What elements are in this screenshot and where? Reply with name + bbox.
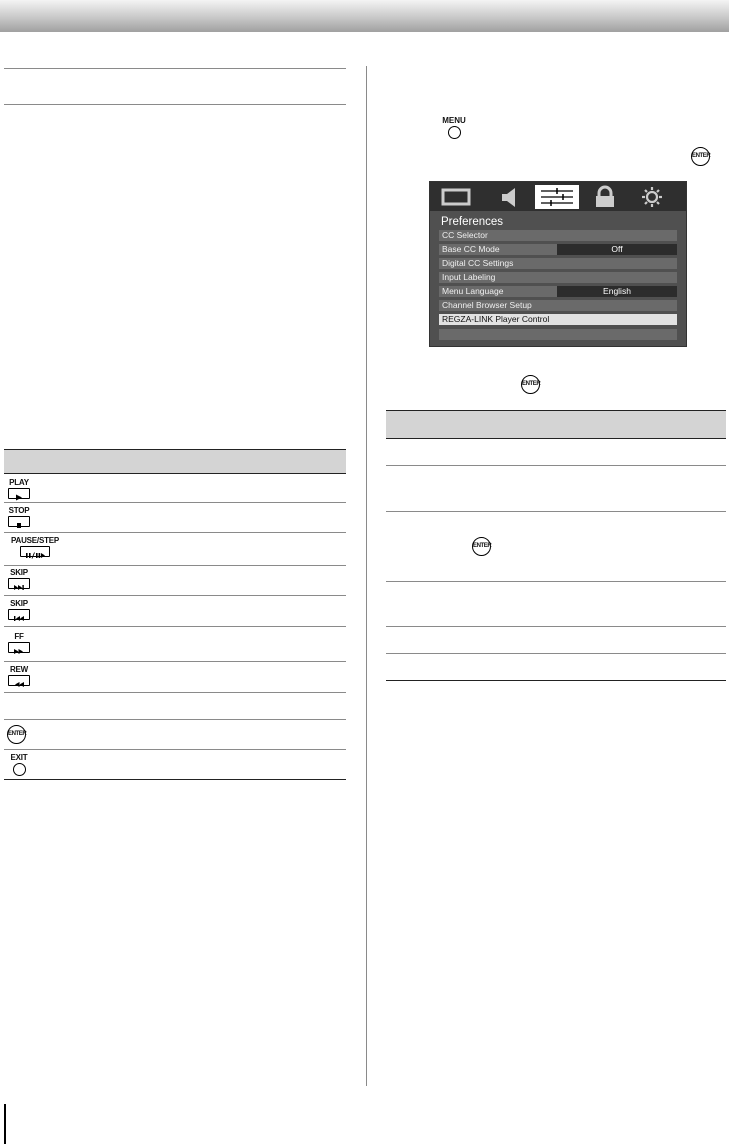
row-rule — [4, 661, 346, 662]
menu-item-value: English — [557, 286, 677, 297]
row-rule — [386, 511, 726, 512]
row-rule — [4, 502, 346, 503]
menu-item-label: CC Selector — [442, 230, 488, 240]
menu-item-label: Digital CC Settings — [442, 258, 514, 268]
row-rule — [4, 532, 346, 533]
menu-item-label: Channel Browser Setup — [442, 300, 532, 310]
table-row — [6, 568, 32, 589]
setup-gear-icon — [630, 185, 674, 209]
enter-button-icon: ENTER — [691, 147, 710, 166]
table-header-rule — [4, 473, 346, 474]
header-band — [0, 0, 729, 32]
table-header — [4, 450, 346, 473]
play-key-label: PLAY — [9, 478, 29, 487]
row-rule — [4, 565, 346, 566]
table-row — [6, 632, 32, 653]
section-rule-top — [4, 68, 346, 69]
table-row — [6, 665, 32, 686]
play-icon — [8, 488, 30, 499]
menu-item-label: Input Labeling — [442, 272, 496, 282]
picture-icon — [434, 185, 478, 209]
row-rule — [4, 626, 346, 627]
sound-icon — [487, 185, 531, 209]
row-rule — [386, 626, 726, 627]
row-rule — [386, 465, 726, 466]
menu-item-label: REGZA-LINK Player Control — [442, 314, 550, 324]
exit-button-icon — [13, 763, 26, 776]
table-row — [6, 506, 32, 527]
row-rule — [4, 719, 346, 720]
column-divider — [366, 66, 367, 1086]
row-rule — [386, 581, 726, 582]
table-bottom-rule — [4, 779, 346, 780]
menu-item-channel-browser-setup — [439, 300, 677, 311]
table-row — [6, 478, 32, 499]
table-header-rule — [386, 438, 726, 439]
enter-button-icon: ENTER — [521, 375, 540, 394]
skip-back-key-label: SKIP — [10, 599, 28, 608]
menu-item-empty — [439, 329, 677, 340]
skip-forward-key-label: SKIP — [10, 568, 28, 577]
skip-back-icon — [8, 609, 30, 620]
ff-key-label: FF — [14, 632, 24, 641]
menu-button-label: MENU — [442, 116, 466, 125]
row-rule — [4, 595, 346, 596]
enter-button-icon: ENTER — [7, 725, 26, 744]
row-rule — [4, 749, 346, 750]
pause-step-key-label: PAUSE/STEP — [10, 536, 60, 545]
footer-mark — [4, 1104, 6, 1144]
row-rule — [4, 692, 346, 693]
menu-item-menu-language — [439, 286, 677, 297]
menu-button-icon — [448, 126, 461, 139]
pause-step-icon — [20, 546, 50, 557]
skip-forward-icon — [8, 578, 30, 589]
menu-item-value: Off — [557, 244, 677, 255]
menu-tab-bar — [430, 182, 686, 211]
rewind-icon — [8, 675, 30, 686]
section-rule-bottom — [4, 104, 346, 105]
menu-item-regza-link-player-control — [439, 314, 677, 325]
menu-title: Preferences — [441, 216, 504, 228]
stop-icon — [8, 516, 30, 527]
rew-key-label: REW — [9, 665, 29, 674]
menu-item-label: Menu Language — [442, 286, 504, 296]
table-header — [386, 411, 726, 438]
menu-item-input-labeling — [439, 272, 677, 283]
fast-forward-icon — [8, 642, 30, 653]
table-row — [4, 536, 66, 557]
table-row — [6, 753, 32, 776]
menu-item-base-cc-mode — [439, 244, 677, 255]
lock-icon — [583, 185, 627, 209]
menu-button — [440, 116, 468, 139]
row-rule — [386, 653, 726, 654]
preferences-icon — [535, 185, 579, 209]
menu-item-cc-selector — [439, 230, 677, 241]
table-row — [6, 599, 32, 620]
tv-menu-screenshot — [429, 181, 687, 347]
menu-item-label: Base CC Mode — [442, 244, 500, 254]
exit-key-label: EXIT — [10, 753, 28, 762]
stop-key-label: STOP — [8, 506, 30, 515]
menu-item-digital-cc-settings — [439, 258, 677, 269]
enter-button-icon: ENTER — [472, 537, 491, 556]
table-bottom-rule — [386, 680, 726, 681]
